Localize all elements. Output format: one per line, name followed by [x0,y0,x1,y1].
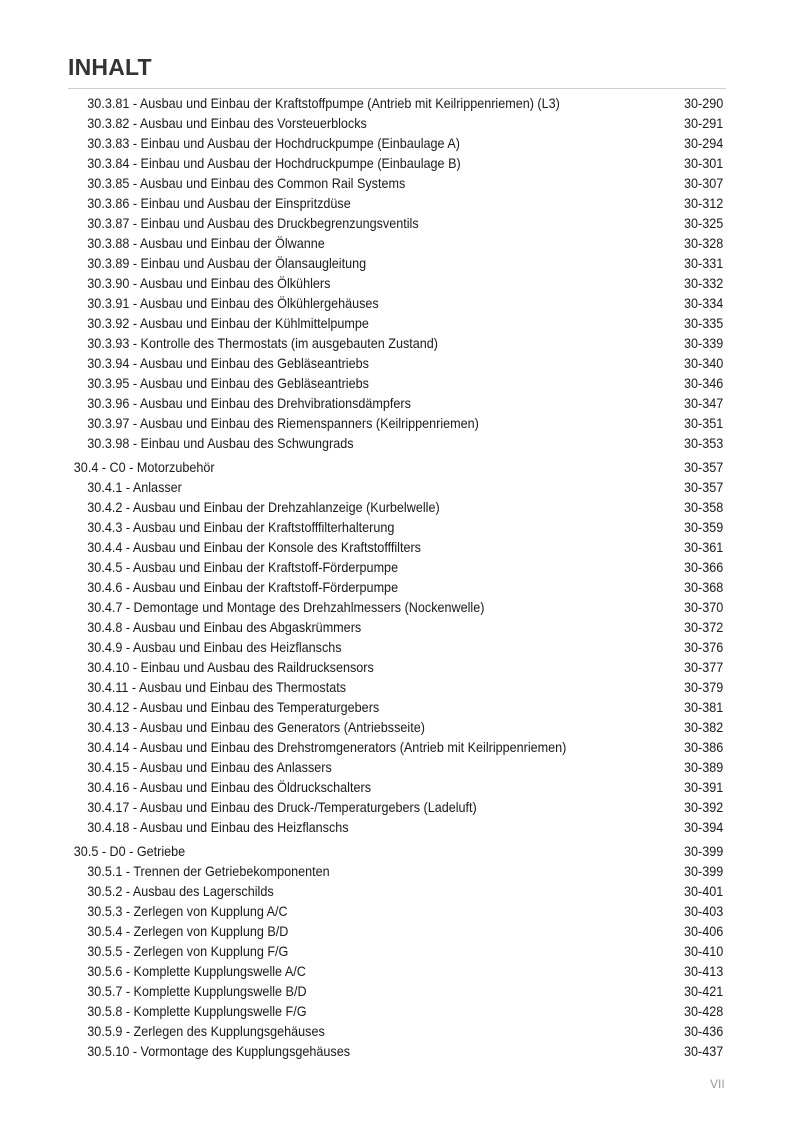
toc-entry-page: 30-370 [684,599,724,615]
toc-entry-number: 30.4.2 [87,499,123,515]
toc-entry-title: C0 - Motorzubehör [109,459,215,475]
toc-entry-title: Ausbau und Einbau der Konsole des Kraftstofffilters [132,539,421,555]
toc-entry-title: Einbau und Ausbau der Hochdruckpumpe (Einbaulage B) [140,155,461,171]
toc-entry-label [87,677,346,697]
toc-entry-separator: - [129,779,140,795]
toc-entry-label [87,393,411,413]
toc-entry-page: 30-347 [684,395,724,411]
toc-entry-separator: - [129,175,140,191]
toc-entry-label [87,901,287,921]
toc-entry-number: 30.3.91 [87,295,130,311]
toc-entry-page: 30-436 [684,1023,724,1039]
toc-entry-number: 30.5.8 [87,1003,123,1019]
toc-entry-row[interactable] [0,333,724,353]
toc-entry-separator: - [129,799,140,815]
toc-entry-label [87,353,369,373]
toc-entry-label [87,537,421,557]
toc-entry-row[interactable] [0,797,724,817]
toc-entry-title: Einbau und Ausbau des Druckbegrenzungsventils [140,215,419,231]
toc-entry-row[interactable] [0,1041,724,1061]
toc-entry-row[interactable] [0,777,724,797]
toc-entry-title: Zerlegen von Kupplung A/C [133,903,288,919]
toc-entry-label [87,477,182,497]
toc-entry-page: 30-335 [684,315,724,331]
toc-entry-row[interactable] [0,981,724,1001]
toc-entry-number: 30.3.82 [87,115,130,131]
toc-entry-title: Ausbau und Einbau des Ölkühlergehäuses [139,295,379,311]
toc-entry-row[interactable] [0,113,724,133]
toc-entry-label [87,1041,350,1061]
toc-entry-number: 30.3.89 [87,255,130,271]
toc-entry-page: 30-359 [684,519,724,535]
toc-section-row[interactable] [0,841,724,861]
toc-entry-row[interactable] [0,941,724,961]
toc-entry-page: 30-301 [684,155,724,171]
toc-entry-separator: - [129,659,141,675]
toc-entry-separator: - [129,1043,141,1059]
toc-entry-number: 30.3.94 [87,355,130,371]
toc-entry-label [87,517,394,537]
toc-entry-separator: - [129,375,140,391]
toc-entry-page: 30-357 [684,479,724,495]
toc-entry-separator: - [122,943,134,959]
toc-entry-separator: - [122,1023,134,1039]
toc-entry-row[interactable] [0,433,724,453]
toc-entry-separator: - [122,619,133,635]
toc-entry-page: 30-381 [684,699,724,715]
toc-entry-title: Ausbau und Einbau des Vorsteuerblocks [139,115,367,131]
toc-entry-label [87,153,460,173]
toc-entry-row[interactable] [0,677,724,697]
toc-entry-number: 30.5.5 [87,943,123,959]
toc-entry-row[interactable] [0,861,724,881]
toc-entry-number: 30.3.88 [87,235,130,251]
toc-entry-row[interactable] [0,1001,724,1021]
toc-entry-title: Einbau und Ausbau der Einspritzdüse [140,195,351,211]
toc-entry-page: 30-351 [684,415,724,431]
toc-entry-page: 30-376 [684,639,724,655]
toc-entry-page: 30-328 [684,235,724,251]
toc-entry-label [87,313,369,333]
toc-entry-title: Ausbau und Einbau des Ölkühlers [139,275,331,291]
toc-entry-separator: - [129,195,141,211]
toc-entry-page: 30-389 [684,759,724,775]
toc-entry-separator: - [129,435,141,451]
toc-entry-title: Einbau und Ausbau des Schwungrads [140,435,354,451]
toc-entry-title: Ausbau und Einbau des Temperaturgebers [139,699,380,715]
toc-entry-page: 30-361 [684,539,724,555]
toc-entry-label [87,577,398,597]
toc-entry-page: 30-340 [684,355,724,371]
toc-entry-label [87,133,460,153]
toc-entry-page: 30-392 [684,799,724,815]
toc-entry-page: 30-421 [684,983,724,999]
toc-entry-title: Anlasser [132,479,182,495]
toc-entry-number: 30.4.13 [87,719,130,735]
toc-entry-number: 30.3.83 [87,135,130,151]
toc-entry-label [87,921,288,941]
toc-entry-number: 30.3.90 [87,275,130,291]
toc-entry-number: 30.4.16 [87,779,130,795]
toc-entry-separator: - [98,459,110,475]
toc-entry-title: Komplette Kupplungswelle F/G [133,1003,307,1019]
toc-entry-separator: - [129,415,140,431]
toc-entry-row[interactable] [0,93,724,113]
toc-entry-page: 30-312 [684,195,724,211]
toc-entry-title: Ausbau und Einbau des Heizflanschs [132,639,342,655]
toc-entry-page: 30-331 [684,255,724,271]
toc-entry-title: D0 - Getriebe [109,843,186,859]
toc-entry-label [87,1021,325,1041]
toc-entry-row[interactable] [0,313,724,333]
toc-entry-title: Ausbau und Einbau des Anlassers [139,759,332,775]
toc-section-row[interactable] [0,457,724,477]
toc-entry-number: 30.4.4 [87,539,123,555]
toc-entry-separator: - [122,579,133,595]
toc-entry-number: 30.4.15 [87,759,130,775]
toc-entry-number: 30.4.5 [87,559,123,575]
toc-entry-row[interactable] [0,133,724,153]
toc-entry-separator: - [129,255,141,271]
toc-entry-separator: - [129,355,140,371]
toc-entry-separator: - [129,819,140,835]
toc-entry-number: 30.3.87 [87,215,130,231]
toc-entry-separator: - [129,315,140,331]
toc-entry-title: Ausbau und Einbau des Common Rail Systems [139,175,406,191]
toc-entry-number: 30.4.8 [87,619,123,635]
toc-entry-number: 30.4.17 [87,799,130,815]
toc-entry-separator: - [122,639,133,655]
toc-entry-title: Zerlegen von Kupplung F/G [133,943,289,959]
toc-entry-page: 30-379 [684,679,724,695]
toc-entry-number: 30.5 [73,843,99,859]
toc-entry-title: Ausbau und Einbau des Gebläseantriebs [139,355,369,371]
page-number: VII [710,1077,725,1091]
toc-entry-label [87,293,378,313]
toc-entry-page: 30-366 [684,559,724,575]
toc-entry-row[interactable] [0,637,724,657]
table-of-contents [0,93,794,1061]
toc-entry-title: Vormontage des Kupplungsgehäuses [140,1043,351,1059]
toc-entry-row[interactable] [0,477,724,497]
toc-entry-label [87,273,330,293]
toc-entry-page: 30-334 [684,295,724,311]
toc-entry-separator: - [129,395,140,411]
toc-entry-row[interactable] [0,657,724,677]
toc-entry-title: Trennen der Getriebekomponenten [133,863,330,879]
toc-entry-label [87,433,353,453]
toc-entry-title: Ausbau und Einbau der Kraftstoff-Förderpumpe [132,579,399,595]
toc-entry-number: 30.5.6 [87,963,123,979]
toc-entry-page: 30-399 [684,863,724,879]
toc-entry-page: 30-391 [684,779,724,795]
toc-entry-label [87,213,418,233]
toc-entry-number: 30.4.18 [87,819,130,835]
toc-entry-number: 30.4.10 [87,659,130,675]
toc-entry-row[interactable] [0,961,724,981]
toc-entry-separator: - [98,843,110,859]
toc-entry-title: Ausbau und Einbau der Kraftstoff-Förderpumpe [132,559,399,575]
toc-entry-number: 30.3.98 [87,435,130,451]
toc-entry-title: Zerlegen von Kupplung B/D [133,923,289,939]
toc-entry-number: 30.3.84 [87,155,130,171]
toc-entry-number: 30.5.2 [87,883,123,899]
toc-entry-separator: - [122,599,134,615]
toc-entry-row[interactable] [0,153,724,173]
toc-entry-row[interactable] [0,901,724,921]
toc-entry-number: 30.3.81 [87,95,130,111]
toc-entry-separator: - [122,539,133,555]
toc-entry-separator: - [122,923,134,939]
toc-entry-page: 30-413 [684,963,724,979]
toc-entry-number: 30.4.7 [87,599,123,615]
toc-entry-title: Ausbau und Einbau des Drehstromgenerators (Antrieb mit Keilrippenriemen) [139,739,567,755]
toc-entry-page: 30-372 [684,619,724,635]
toc-entry-separator: - [122,1003,134,1019]
toc-entry-row[interactable] [0,413,724,433]
toc-entry-number: 30.4.3 [87,519,123,535]
toc-entry-page: 30-437 [684,1043,724,1059]
toc-entry-label [87,777,371,797]
toc-entry-row[interactable] [0,173,724,193]
toc-entry-row[interactable] [0,817,724,837]
toc-entry-title: Ausbau und Einbau der Kraftstofffilterhalterung [132,519,395,535]
toc-entry-label [74,457,215,477]
toc-entry-separator: - [122,983,134,999]
toc-entry-separator: - [129,759,140,775]
toc-entry-label [87,113,367,133]
toc-entry-row[interactable] [0,517,724,537]
toc-entry-page: 30-358 [684,499,724,515]
toc-entry-number: 30.5.3 [87,903,123,919]
toc-entry-label [87,941,288,961]
toc-entry-title: Ausbau und Einbau des Abgaskrümmers [132,619,362,635]
toc-entry-number: 30.3.96 [87,395,130,411]
toc-entry-title: Ausbau des Lagerschilds [132,883,274,899]
toc-entry-row[interactable] [0,393,724,413]
toc-entry-title: Ausbau und Einbau des Gebläseantriebs [139,375,369,391]
toc-entry-label [74,841,185,861]
toc-entry-separator: - [129,739,140,755]
toc-entry-separator: - [122,903,134,919]
toc-entry-title: Komplette Kupplungswelle B/D [133,983,307,999]
toc-entry-row[interactable] [0,353,724,373]
toc-entry-label [87,881,273,901]
toc-entry-label [87,173,405,193]
toc-entry-label [87,797,476,817]
toc-entry-title: Ausbau und Einbau der Kraftstoffpumpe (Antrieb mit Keilrippenriemen) (L3) [139,95,560,111]
toc-entry-label [87,697,379,717]
toc-entry-page: 30-353 [684,435,724,451]
toc-entry-title: Ausbau und Einbau des Riemenspanners (Keilrippenriemen) [139,415,479,431]
toc-entry-separator: - [122,559,133,575]
toc-entry-number: 30.4.6 [87,579,123,595]
toc-entry-separator: - [129,95,140,111]
toc-entry-row[interactable] [0,373,724,393]
toc-entry-number: 30.4 [73,459,99,475]
toc-entry-separator: - [122,963,134,979]
toc-entry-label [87,413,479,433]
toc-entry-row[interactable] [0,577,724,597]
toc-entry-page: 30-290 [684,95,724,111]
toc-entry-page: 30-428 [684,1003,724,1019]
toc-entry-page: 30-291 [684,115,724,131]
toc-entry-label [87,373,369,393]
toc-entry-title: Ausbau und Einbau des Thermostats [138,679,347,695]
toc-entry-separator: - [129,275,140,291]
toc-entry-page: 30-386 [684,739,724,755]
toc-entry-page: 30-332 [684,275,724,291]
toc-entry-row[interactable] [0,213,724,233]
toc-entry-number: 30.3.97 [87,415,130,431]
toc-entry-title: Zerlegen des Kupplungsgehäuses [133,1023,325,1039]
toc-entry-label [87,637,341,657]
toc-entry-number: 30.4.12 [87,699,130,715]
toc-entry-number: 30.3.85 [87,175,130,191]
toc-entry-title: Ausbau und Einbau des Öldruckschalters [139,779,371,795]
toc-entry-page: 30-368 [684,579,724,595]
toc-entry-row[interactable] [0,881,724,901]
toc-entry-row[interactable] [0,757,724,777]
toc-entry-row[interactable] [0,737,724,757]
toc-entry-page: 30-325 [684,215,724,231]
toc-entry-number: 30.5.9 [87,1023,123,1039]
toc-entry-number: 30.5.10 [87,1043,130,1059]
toc-entry-row[interactable] [0,717,724,737]
toc-entry-page: 30-294 [684,135,724,151]
toc-entry-page: 30-339 [684,335,724,351]
toc-entry-row[interactable] [0,193,724,213]
toc-entry-page: 30-401 [684,883,724,899]
toc-entry-title: Einbau und Ausbau der Hochdruckpumpe (Einbaulage A) [140,135,460,151]
toc-entry-page: 30-410 [684,943,724,959]
toc-entry-title: Ausbau und Einbau des Druck-/Temperaturgebers (Ladeluft) [139,799,477,815]
toc-entry-page: 30-394 [684,819,724,835]
toc-entry-title: Demontage und Montage des Drehzahlmessers (Nockenwelle) [133,599,485,615]
toc-entry-number: 30.5.7 [87,983,123,999]
toc-entry-title: Ausbau und Einbau des Drehvibrationsdämpfers [139,395,411,411]
toc-entry-label [87,861,329,881]
toc-entry-number: 30.3.95 [87,375,130,391]
toc-entry-page: 30-377 [684,659,724,675]
toc-entry-row[interactable] [0,921,724,941]
toc-entry-page: 30-406 [684,923,724,939]
toc-entry-separator: - [129,215,141,231]
toc-entry-separator: - [122,863,134,879]
toc-entry-row[interactable] [0,537,724,557]
toc-entry-page: 30-346 [684,375,724,391]
toc-entry-label [87,193,350,213]
toc-entry-number: 30.4.14 [87,739,130,755]
toc-entry-label [87,233,324,253]
toc-entry-page: 30-357 [684,459,724,475]
toc-entry-label [87,1001,306,1021]
toc-entry-number: 30.4.11 [87,679,129,695]
toc-entry-separator: - [128,679,139,695]
toc-entry-separator: - [122,479,133,495]
toc-entry-separator: - [129,719,140,735]
toc-entry-label [87,737,566,757]
toc-entry-label [87,557,398,577]
toc-entry-label [87,817,348,837]
toc-entry-title: Einbau und Ausbau der Ölansaugleitung [140,255,367,271]
toc-entry-number: 30.4.9 [87,639,123,655]
toc-entry-title: Einbau und Ausbau des Raildrucksensors [140,659,374,675]
toc-entry-row[interactable] [0,597,724,617]
toc-entry-page: 30-399 [684,843,724,859]
toc-entry-separator: - [129,295,140,311]
toc-entry-row[interactable] [0,273,724,293]
toc-entry-label [87,93,560,113]
toc-entry-label [87,597,484,617]
toc-entry-title: Ausbau und Einbau des Heizflanschs [139,819,349,835]
toc-entry-number: 30.5.4 [87,923,123,939]
toc-entry-separator: - [129,235,140,251]
toc-entry-row[interactable] [0,557,724,577]
toc-entry-separator: - [129,335,141,351]
toc-entry-row[interactable] [0,1021,724,1041]
toc-entry-number: 30.4.1 [87,479,123,495]
toc-entry-separator: - [129,155,141,171]
page-title: INHALT [68,54,152,80]
toc-entry-label [87,617,361,637]
toc-entry-number: 30.3.93 [87,335,130,351]
toc-entry-separator: - [122,499,133,515]
toc-entry-label [87,253,366,273]
toc-entry-row[interactable] [0,617,724,637]
toc-entry-separator: - [122,883,133,899]
toc-entry-separator: - [122,519,133,535]
toc-entry-label [87,961,306,981]
toc-entry-title: Ausbau und Einbau der Drehzahlanzeige (Kurbelwelle) [132,499,440,515]
toc-entry-title: Ausbau und Einbau der Kühlmittelpumpe [139,315,369,331]
toc-entry-separator: - [129,115,140,131]
toc-entry-page: 30-382 [684,719,724,735]
toc-entry-label [87,981,306,1001]
toc-entry-separator: - [129,135,141,151]
toc-entry-title: Ausbau und Einbau des Generators (Antriebsseite) [139,719,425,735]
toc-entry-label [87,497,439,517]
toc-entry-label [87,757,331,777]
header-divider [68,88,726,89]
toc-entry-row[interactable] [0,293,724,313]
toc-entry-row[interactable] [0,253,724,273]
toc-entry-number: 30.3.86 [87,195,130,211]
toc-entry-page: 30-307 [684,175,724,191]
toc-entry-row[interactable] [0,233,724,253]
toc-entry-label [87,657,374,677]
toc-entry-title: Komplette Kupplungswelle A/C [133,963,306,979]
toc-entry-row[interactable] [0,697,724,717]
toc-entry-number: 30.3.92 [87,315,130,331]
toc-entry-row[interactable] [0,497,724,517]
toc-entry-label [87,333,438,353]
toc-entry-separator: - [129,699,140,715]
toc-entry-number: 30.5.1 [87,863,123,879]
toc-entry-title: Ausbau und Einbau der Ölwanne [139,235,325,251]
toc-entry-label [87,717,425,737]
toc-entry-title: Kontrolle des Thermostats (im ausgebauten Zustand) [140,335,438,351]
toc-entry-page: 30-403 [684,903,724,919]
